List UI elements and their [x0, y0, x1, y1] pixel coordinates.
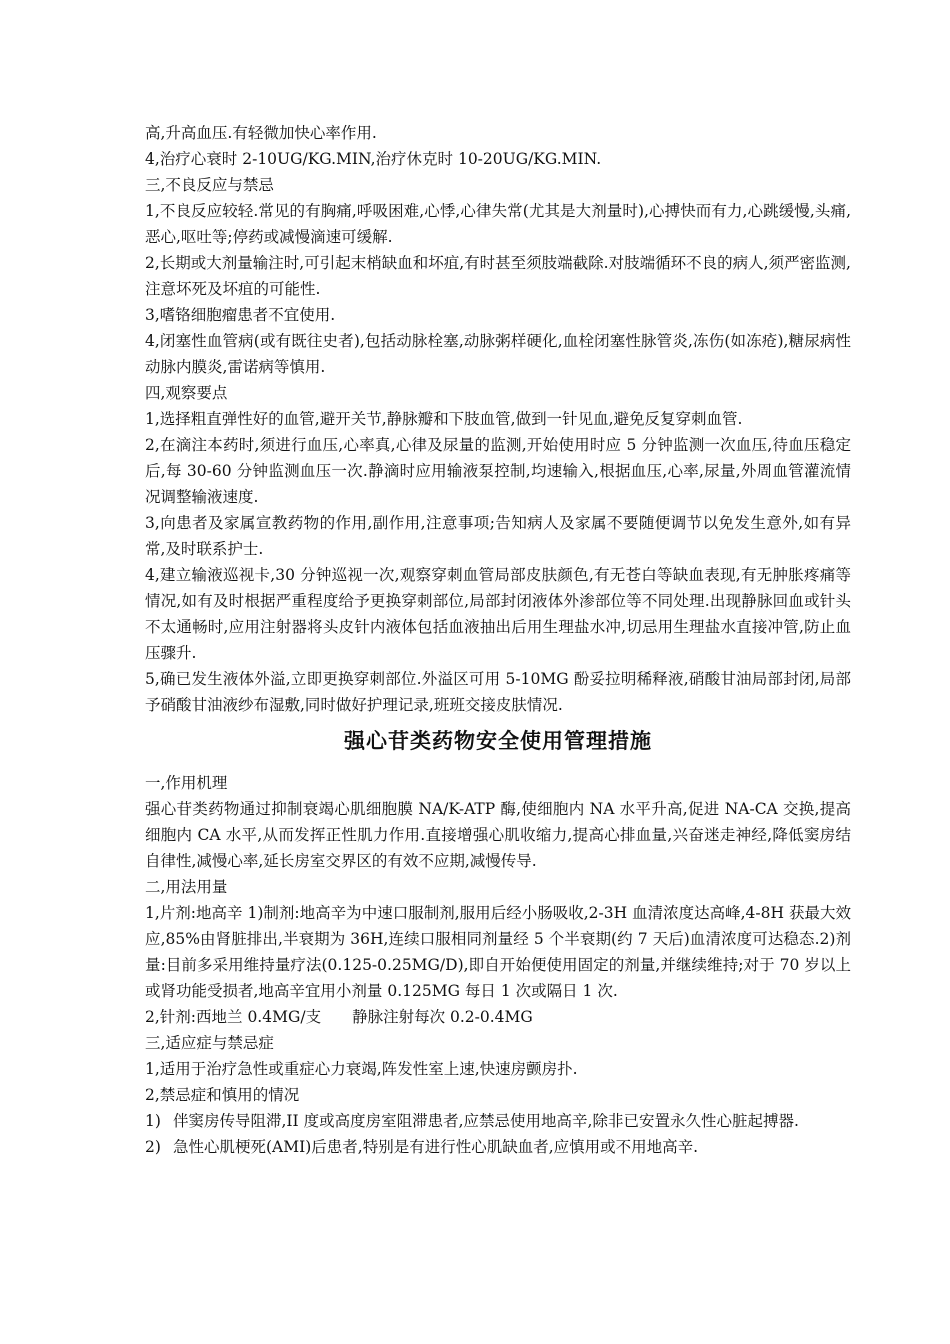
paragraph: 1,适用于治疗急性或重症心力衰竭,阵发性室上速,快速房颤房扑.: [145, 1060, 578, 1078]
list-text: 伴窦房传导阻滞,II 度或高度房室阻滞患者,应禁忌使用地高辛,除非已安置永久性心脏起搏器.: [173, 1112, 799, 1130]
paragraph: 2,在滴注本药时,须进行血压,心率真,心律及尿量的监测,开始使用时应 5 分钟监测一次血压,待血压稳定后,每 30-60 分钟监测血压一次.静滴时应用输液泵控制,均速输入,根据血压,心率,尿量,外周血管灌流情况调整输液速度.: [145, 436, 851, 506]
paragraph: 3,向患者及家属宣教药物的作用,副作用,注意事项;告知病人及家属不要随便调节以免发生意外,如有异常,及时联系护士.: [145, 514, 851, 558]
paragraph: 1,不良反应较轻.常见的有胸痛,呼吸困难,心悸,心律失常(尤其是大剂量时),心搏快而有力,心跳缓慢,头痛,恶心,呕吐等;停药或减慢滴速可缓解.: [145, 202, 851, 246]
list-text: 急性心肌梗死(AMI)后患者,特别是有进行性心肌缺血者,应慎用或不用地高辛.: [173, 1138, 699, 1156]
document-content: [145, 120, 851, 1160]
paragraph: 4,建立输液巡视卡,30 分钟巡视一次,观察穿刺血管局部皮肤颜色,有无苍白等缺血表现,有无肿胀疼痛等情况,如有及时根据严重程度给予更换穿刺部位,局部封闭液体外渗部位等不同处理.出现静脉回血或针头不太通畅时,应用注射器将头皮针内液体包括血液抽出后用生理盐水冲,切忌用生理盐水直接冲管,防止血压骤升.: [145, 566, 851, 662]
paragraph: 2,针剂:西地兰 0.4MG/支 静脉注射每次 0.2-0.4MG: [145, 1008, 533, 1026]
paragraph: 2,禁忌症和慎用的情况: [145, 1086, 300, 1104]
paragraph: 5,确已发生液体外溢,立即更换穿刺部位.外溢区可用 5-10MG 酚妥拉明稀释液,硝酸甘油局部封闭,局部予硝酸甘油液纱布湿敷,同时做好护理记录,班班交接皮肤情况.: [145, 670, 851, 714]
text-line: 4,治疗心衰时 2-10UG/KG.MIN,治疗休克时 10-20UG/KG.MIN.: [145, 150, 602, 168]
paragraph: 4,闭塞性血管病(或有既往史者),包括动脉栓塞,动脉粥样硬化,血栓闭塞性脉管炎,冻伤(如冻疮),糖尿病性动脉内膜炎,雷诺病等慎用.: [145, 332, 851, 376]
list-item: [145, 1108, 851, 1134]
section-heading: 四,观察要点: [145, 384, 228, 402]
section-heading: 一,作用机理: [145, 774, 228, 792]
paragraph: 1,片剂:地高辛 1)制剂:地高辛为中速口服制剂,服用后经小肠吸收,2-3H 血清浓度达高峰,4-8H 获最大效应,85%由肾脏排出,半衰期为 36H,连续口服相同剂量经 5 个半衰期(约 7 天后)血清浓度可达稳态.2)剂量:目前多采用维持量疗法(0.125-0.25MG/D),即自开始便使用固定的剂量,并继续维持;对于 70 岁以上或肾功能受损者,地高辛宜用小剂量 0.125MG 每日 1 次或隔日 1 次.: [145, 904, 851, 1000]
section-heading: 三,适应症与禁忌症: [145, 1034, 274, 1052]
paragraph: 2,长期或大剂量输注时,可引起末梢缺血和坏疽,有时甚至须肢端截除.对肢端循环不良的病人,须严密监测,注意坏死及坏疽的可能性.: [145, 254, 851, 298]
paragraph: 强心苷类药物通过抑制衰竭心肌细胞膜 NA/K-ATP 酶,使细胞内 NA 水平升高,促进 NA-CA 交换,提高细胞内 CA 水平,从而发挥正性肌力作用.直接增强心肌收缩力,提高心排血量,兴奋迷走神经,降低窦房结自律性,减慢心率,延长房室交界区的有效不应期,减慢传导.: [145, 800, 851, 870]
list-number: 2): [145, 1138, 161, 1156]
list-item: [145, 1134, 851, 1160]
paragraph: 1,选择粗直弹性好的血管,避开关节,静脉瓣和下肢血管,做到一针见血,避免反复穿刺血管.: [145, 410, 743, 428]
list-number: 1): [145, 1112, 161, 1130]
paragraph: 3,嗜铬细胞瘤患者不宜使用.: [145, 306, 336, 324]
document-title: 强心苷类药物安全使用管理措施: [344, 729, 652, 753]
section-heading: 二,用法用量: [145, 878, 228, 896]
text-line: 高,升高血压.有轻微加快心率作用.: [145, 124, 377, 142]
section-heading: 三,不良反应与禁忌: [145, 176, 274, 194]
